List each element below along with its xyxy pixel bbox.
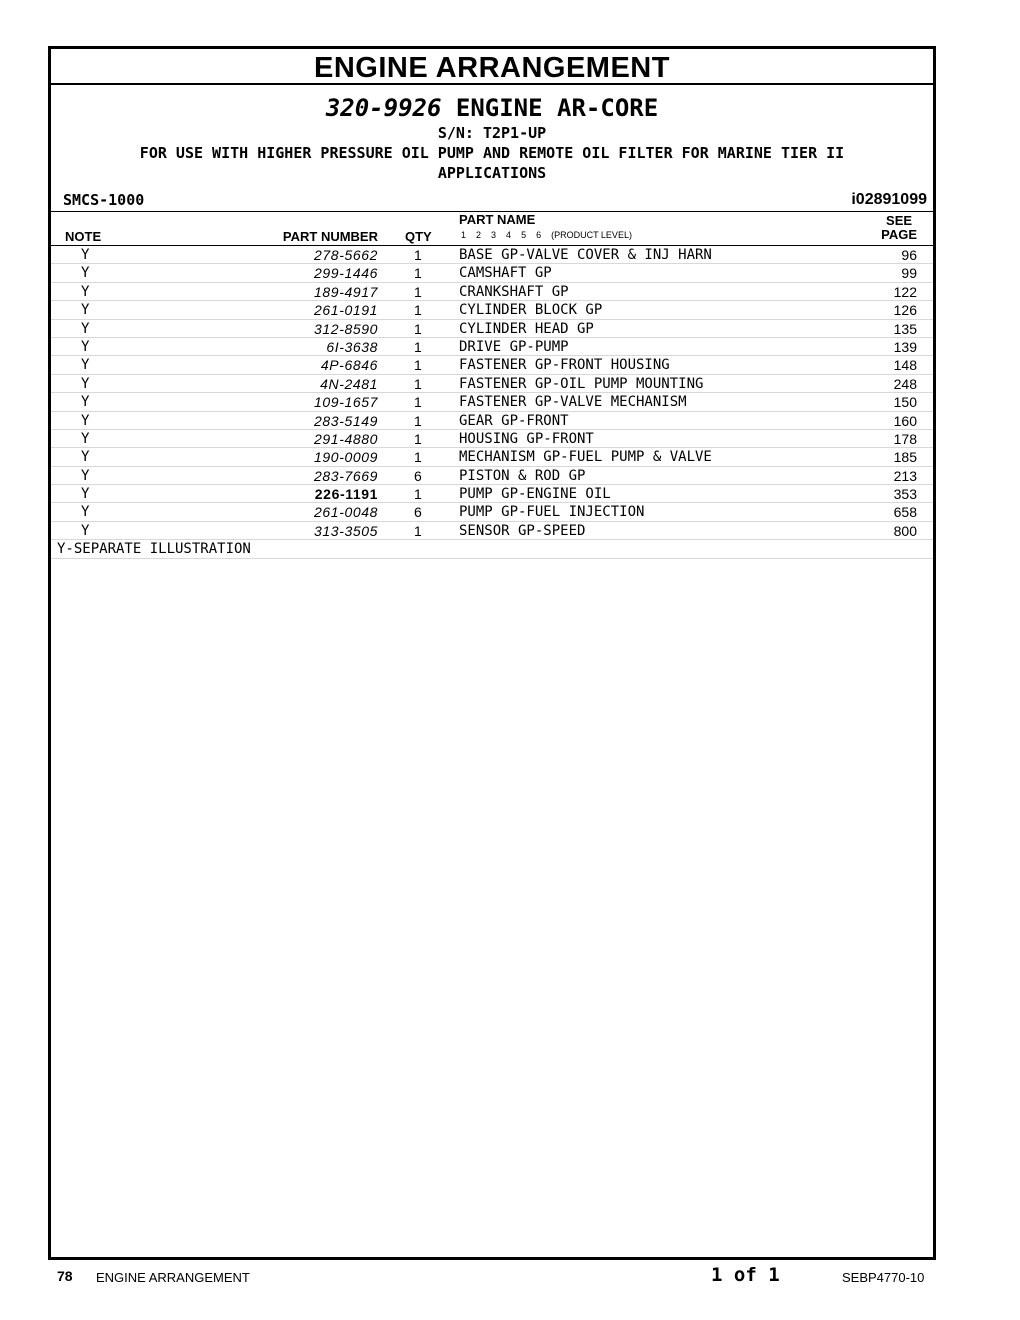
qty-cell: 1 [414, 320, 422, 337]
page-cell: 122 [893, 283, 917, 300]
note-cell: Y [81, 412, 90, 429]
product-levels [461, 230, 642, 240]
page-cell: 353 [893, 486, 917, 503]
part-number-cell: 6I-3638 [326, 338, 378, 355]
note-cell: Y [81, 283, 90, 300]
col-note: NOTE [65, 229, 102, 244]
section-title: ENGINE ARRANGEMENT [51, 49, 933, 85]
part-name-cell: SENSOR GP-SPEED [459, 522, 586, 539]
part-name-cell: CRANKSHAFT GP [459, 283, 569, 300]
level-6: 6 [536, 230, 542, 240]
qty-cell: 1 [414, 430, 422, 447]
part-name-cell: FASTENER GP-FRONT HOUSING [459, 357, 670, 374]
col-page: PAGE [881, 227, 917, 242]
part-number-cell: 312-8590 [314, 320, 378, 337]
part-name-cell: FASTENER GP-VALVE MECHANISM [459, 394, 687, 411]
footer-section: ENGINE ARRANGEMENT [96, 1270, 250, 1285]
page-cell: 139 [893, 338, 917, 355]
qty-cell: 1 [414, 412, 422, 429]
level-3: 3 [491, 230, 497, 240]
parts-table-body [51, 246, 933, 540]
page-cell: 160 [893, 412, 917, 429]
part-number-cell: 4P-6846 [320, 357, 378, 374]
page-cell: 213 [893, 467, 917, 484]
table-row [51, 412, 933, 430]
note-cell: Y [81, 430, 90, 447]
part-number-cell: 189-4917 [314, 283, 378, 300]
group-part-number: 320-9926 [325, 94, 442, 122]
level-1: 1 [461, 230, 467, 240]
qty-cell: 1 [414, 522, 422, 539]
qty-cell: 1 [414, 486, 422, 503]
table-row [51, 393, 933, 411]
qty-cell: 1 [414, 302, 422, 319]
part-number-cell: 226-1191 [314, 486, 378, 503]
part-number-cell: 313-3505 [314, 522, 378, 539]
part-number-cell: 109-1657 [314, 394, 378, 411]
part-name-cell: PISTON & ROD GP [459, 467, 586, 484]
page-cell: 96 [901, 247, 917, 263]
qty-cell: 1 [414, 265, 422, 282]
table-row [51, 522, 933, 540]
table-row [51, 467, 933, 485]
note-cell: Y [81, 357, 90, 374]
qty-cell: 1 [414, 449, 422, 466]
table-header [51, 212, 933, 246]
col-see: SEE [886, 213, 913, 228]
part-number-cell: 291-4880 [314, 430, 378, 447]
qty-cell: 1 [414, 375, 422, 392]
note-cell: Y [81, 522, 90, 539]
group-part-name: ENGINE AR-CORE [455, 94, 659, 122]
page-cell: 185 [893, 449, 917, 466]
page-of: 1 of 1 [711, 1264, 780, 1286]
col-see-page [881, 214, 917, 242]
note-cell: Y [81, 504, 90, 521]
qty-cell: 6 [414, 467, 422, 484]
note-cell: Y [81, 375, 90, 392]
qty-cell: 1 [414, 394, 422, 411]
part-number-cell: 299-1446 [314, 265, 378, 282]
col-part-number: PART NUMBER [282, 229, 378, 244]
note-cell: Y [81, 449, 90, 466]
part-name-cell: HOUSING GP-FRONT [459, 430, 594, 447]
part-name-cell: CAMSHAFT GP [459, 265, 552, 282]
serial-number: S/N: T2P1-UP [437, 124, 547, 142]
page-number: 78 [57, 1268, 73, 1284]
page-cell: 135 [893, 320, 917, 337]
part-number-cell: 261-0048 [314, 504, 378, 521]
part-number-cell: 190-0009 [314, 449, 378, 466]
qty-cell: 1 [414, 357, 422, 374]
levels-label: (PRODUCT LEVEL) [551, 230, 632, 240]
part-number-cell: 283-7669 [314, 467, 378, 484]
part-number-cell: 278-5662 [314, 247, 378, 263]
group-header [51, 93, 933, 183]
note-cell: Y [81, 467, 90, 484]
note-cell: Y [81, 394, 90, 411]
table-row [51, 485, 933, 503]
page-frame [48, 46, 936, 1260]
group-title [51, 93, 933, 123]
smcs-code: SMCS-1000 [63, 191, 145, 209]
qty-cell: 1 [414, 247, 422, 263]
page-cell: 248 [893, 375, 917, 392]
part-name-cell: GEAR GP-FRONT [459, 412, 569, 429]
level-5: 5 [521, 230, 527, 240]
page-cell: 126 [893, 302, 917, 319]
table-row [51, 448, 933, 466]
part-name-cell: DRIVE GP-PUMP [459, 338, 569, 355]
page-footer [0, 1262, 1020, 1292]
page-cell: 800 [893, 522, 917, 539]
table-row [51, 283, 933, 301]
note-cell: Y [81, 302, 90, 319]
page-cell: 99 [901, 265, 917, 282]
document-number: SEBP4770-10 [842, 1270, 925, 1285]
part-name-cell: MECHANISM GP-FUEL PUMP & VALVE [459, 449, 712, 466]
page-cell: 658 [893, 504, 917, 521]
table-row [51, 320, 933, 338]
part-number-cell: 283-5149 [314, 412, 378, 429]
note-cell: Y [81, 486, 90, 503]
table-row [51, 338, 933, 356]
level-4: 4 [506, 230, 512, 240]
table-row [51, 246, 933, 264]
table-row [51, 503, 933, 521]
note-cell: Y [81, 265, 90, 282]
table-row [51, 264, 933, 282]
table-row [51, 356, 933, 374]
part-name-cell: FASTENER GP-OIL PUMP MOUNTING [459, 375, 704, 392]
part-name-cell: CYLINDER BLOCK GP [459, 302, 603, 319]
table-row [51, 375, 933, 393]
qty-cell: 6 [414, 504, 422, 521]
part-name-cell: PUMP GP-ENGINE OIL [459, 486, 611, 503]
footnote [51, 540, 933, 558]
part-name-cell: PUMP GP-FUEL INJECTION [459, 504, 645, 521]
note-cell: Y [81, 320, 90, 337]
col-qty: QTY [405, 229, 432, 244]
part-name-cell: CYLINDER HEAD GP [459, 320, 594, 337]
page-cell: 150 [893, 394, 917, 411]
qty-cell: 1 [414, 283, 422, 300]
part-number-cell: 261-0191 [314, 302, 378, 319]
table-row [51, 430, 933, 448]
note-cell: Y [81, 338, 90, 355]
note-cell: Y [81, 247, 90, 263]
qty-cell: 1 [414, 338, 422, 355]
level-2: 2 [476, 230, 482, 240]
part-name-cell: BASE GP-VALVE COVER & INJ HARN [459, 247, 712, 263]
group-description: FOR USE WITH HIGHER PRESSURE OIL PUMP AND REMOTE OIL FILTER FOR MARINE TIER II APPLICATIONS [139, 144, 845, 182]
col-part-name: PART NAME [459, 212, 536, 227]
table-row [51, 301, 933, 319]
page-cell: 178 [893, 430, 917, 447]
illustration-id: i02891099 [851, 191, 927, 208]
page-cell: 148 [893, 357, 917, 374]
part-number-cell: 4N-2481 [320, 375, 378, 392]
footnote-text: Y-SEPARATE ILLUSTRATION [57, 541, 251, 558]
reference-row [51, 185, 933, 212]
